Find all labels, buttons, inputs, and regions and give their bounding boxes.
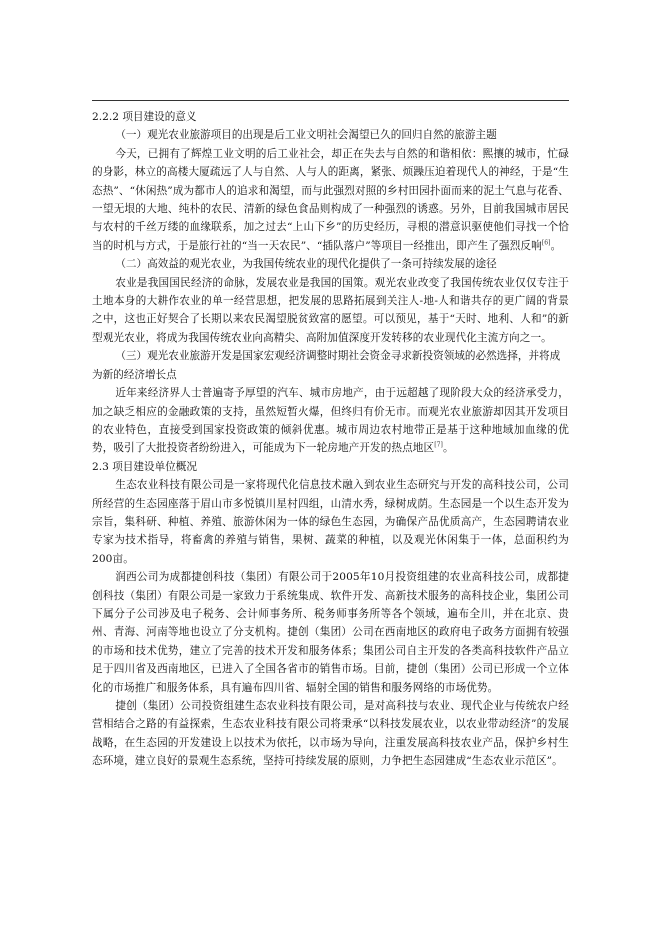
citation-6: [6] [541, 239, 551, 247]
paragraph-3-text: 近年来经济界人士普遍寄予厚望的汽车、城市房地产，由于远超越了现阶段大众的经济承受力，加之缺乏相应的金融政策的支持，虽然短暂火爆，但终归有价无市。而观光农业旅游却因其开发项目的农业特色，直接受到国家投资政策的倾斜优惠。城市周边农村地带正是基于这种地域加血缘的优势，吸引了大批投资者纷纷进入，可能成为下一轮房地产开发的热点地区 [92, 387, 569, 455]
document-body [92, 108, 569, 771]
paragraph-jiechuang: 捷创（集团）公司投资组建生态农业科技有限公司，是对高科技与农业、现代企业与传统农户经营相结合之路的有益探索，生态农业科技有限公司将秉承“以科技发展农业，以农业带动经济”的发展战略，在生态园的开发建设上以技术为依托，以市场为导向，注重发展高科技农业产品，保护乡村生态环境，建立良好的景观生态系统，坚持可持续发展的原则，力争把生态园建成“生态农业示范区”。 [92, 700, 569, 768]
subheading-2: （二）高效益的观光农业，为我国传统农业的现代化提供了一条可持续发展的途径 [115, 258, 497, 271]
subheading-3: （三）观光农业旅游开发是国家宏观经济调整时期社会资金寻求新投资领域的必然选择，并将成为新的经济增长点 [92, 350, 561, 381]
paragraph-3-end: 。 [443, 442, 454, 455]
paragraph-1 [92, 145, 569, 255]
paragraph-2: 农业是我国国民经济的命脉，发展农业是我国的国策。观光农业改变了我国传统农业仅仅专注于土地本身的大耕作农业的单一经营思想，把发展的思路拓展到关注人-地-人和谐共存的更广阔的背景之中，这也正好契合了长期以来农民渴望脱贫致富的愿望。可以预见，基于“天时、地利、人和”的新型观光农业，将成为我国传统农业向高精尖、高附加值深度开发转移的农业现代化主流方向之一。 [92, 276, 569, 344]
subheading-1: （一）观光农业旅游项目的出现是后工业文明社会渴望已久的回归自然的旅游主题 [115, 129, 497, 142]
paragraph-runxi: 润西公司为成都捷创科技（集团）有限公司于2005年10月投资组建的农业高科技公司，成都捷创科技（集团）有限公司是一家致力于系统集成、软件开发、高新技术服务的高科技企业，集团公司下属分子公司涉及电子税务、会计师事务所、税务师事务所等各个领域，遍布全川，并在北京、贵州、青海、河南等地也设立了分支机构。捷创（集团）公司在西南地区的政府电子政务方面拥有较强的市场和技术优势，建立了完善的技术开发和服务体系；集团公司自主开发的各类高科技软件产品立足于四川省及西南地区，已进入了全国各省市的销售市场。目前，捷创（集团）公司已形成一个立体化的市场推广和服务体系，具有遍布四川省、辐射全国的销售和服务网络的市场优势。 [92, 571, 569, 694]
paragraph-company-intro: 生态农业科技有限公司是一家将现代化信息技术融入到农业生态研究与开发的高科技公司，公司所经营的生态园座落于眉山市多悦镇川星村四组，山清水秀，绿树成荫。生态园是一个以生态开发为宗旨，集科研、种植、养殖、旅游休闲为一体的绿色生态园，为确保产品优质高产，生态园聘请农业专家为技术指导，将畜禽的养殖与销售，果树、蔬菜的种植，以及观光休闲集于一体，总面积约为200亩。 [92, 479, 569, 565]
header-rule [92, 100, 569, 101]
section-heading-2-2-2: 2.2.2 项目建设的意义 [92, 111, 197, 123]
paragraph-3 [92, 384, 569, 458]
section-heading-2-3: 2.3 项目建设单位概况 [92, 460, 197, 473]
citation-7: [7] [434, 441, 444, 449]
paragraph-1-end: 。 [550, 239, 562, 252]
paragraph-1-text: 今天，已拥有了辉煌工业文明的后工业社会，却正在失去与自然的和谐相依：熙攘的城市，忙碌的身影，林立的高楼大厦疏远了人与自然、人与人的距离，紧张、烦躁压迫着现代人的神经，于是“生态热”、“休闲热”成为都市人的追求和渴望，而与此强烈对照的乡村田园扑面而来的泥土气息与花香、一望无垠的大地、纯朴的农民、清新的绿色食品则构成了一种强烈的诱惑。另外，目前我国城市居民与农村的千丝万缕的血缘联系，加之过去“上山下乡”的历史经历，寻根的潜意识驱使他们寻找一个恰当的时机与方式，于是旅行社的“当一天农民”、“插队落户”等项目一经推出，即产生了强烈反响 [92, 147, 569, 252]
